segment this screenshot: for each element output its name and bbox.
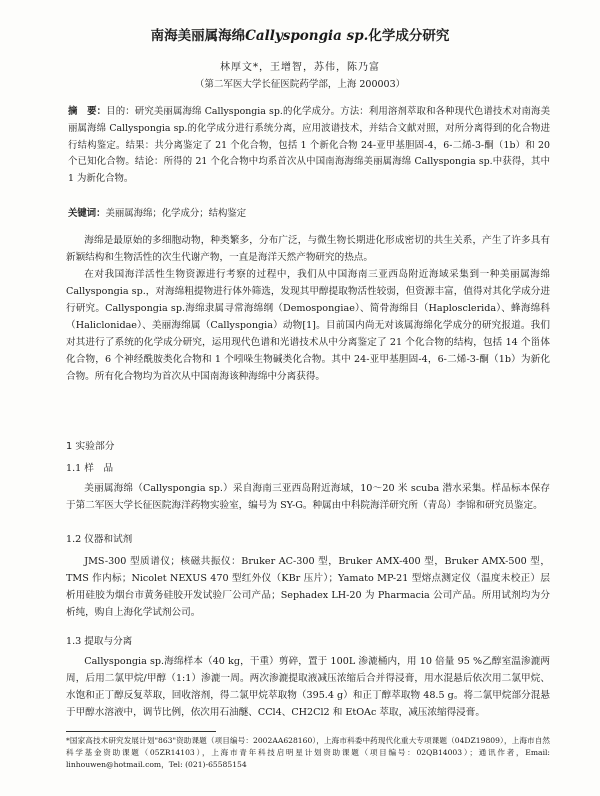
intro-paragraph: 海绵是最原始的多细胞动物，种类繁多，分布广泛，与微生物长期进化形成密切的共生关系，产生了许多具有新颖结构和生物活性的次生代谢产物，一直是海洋天然产物研究的热点。 <box>66 235 550 263</box>
sample-paragraph <box>66 480 550 514</box>
instruments-text: JMS-300 型质谱仪；核磁共振仪：Bruker AC-300 型，Bruker AMX-400 型，Bruker AMX-500 型，TMS 作内标；Nicolet NEXUS 470 型红外仪（KBr 压片）；Yamato MP-21 型熔点测定仪（温度未校正）层析用硅胶为烟台市黄务硅胶开发试验厂公司产品；Sephadex LH-20 为 Pharmacia 公司产品。所用试剂均为分析纯，购自上海化学试剂公司。 <box>66 556 550 618</box>
keywords-text: 美丽属海绵；化学成分；结构鉴定 <box>105 208 247 219</box>
title-latin: Callyspongia sp. <box>245 28 369 44</box>
intro-paragraph: 在对我国海洋活性生物资源进行考察的过程中，我们从中国海南三亚西岛附近海域采集到一种美丽属海绵 Callyspongia sp.，对海绵粗提物进行体外筛选，发现其甲醇提取物活性较弱，但资源丰富，值得对其化学成分进行研究。Callyspongia sp.海绵隶属寻常海绵纲（Demospongiae）、简骨海绵目（Haplosclerida）、蜂海绵科（Haliclonidae）、美丽海绵属（Callyspongia）动物[1]。目前国内尚无对该属海绵化学成分的研究报道。我们对其进行了系统的化学成分研究，运用现代色谱和光谱技术从中分离鉴定了 21 个化合物的结构，包括 14 个甾体化合物，6 个神经酰胺类化合物和 1 个吲哚生物碱类化合物。其中 24-亚甲基胆固-4，6-二烯-3-酮（1b）为新化合物。所有化合物均为首次从中国南海该种海绵中分离获得。 <box>66 269 550 382</box>
abstract-label: 摘 要： <box>68 106 107 117</box>
authors: 林厚文*，王增智，苏伟，陈乃富 <box>220 62 380 73</box>
keywords <box>68 205 550 219</box>
extraction-text: Callyspongia sp.海绵样本（40 kg，干重）剪碎，置于 100L 渗漉桶内，用 10 倍量 95 %乙醇室温渗漉两周，后用二氯甲烷/甲醇（1:1）渗漉一周。两次渗漉提取液减压浓缩后合并得浸膏，用水混悬后依次用二氯甲烷、水饱和正丁醇反复萃取，回收溶剂，得二氯甲烷萃取物（395.4 g）和正丁醇萃取物 48.5 g。将二氯甲烷部分混悬于甲醇水溶液中，调节比例，依次用石油醚、CCl4、CH2Cl2 和 EtOAc 萃取，减压浓缩得浸膏。 <box>66 656 550 718</box>
extraction-paragraph <box>66 653 550 721</box>
keywords-label: 关键词： <box>68 208 106 219</box>
subsection-heading-extraction: 1.3 提取与分离 <box>66 636 133 647</box>
section-heading-experimental: 1 实验部分 <box>66 441 115 452</box>
paper-title <box>0 24 600 44</box>
abstract <box>68 104 550 188</box>
title-cn: 南海美丽属海绵 <box>150 28 246 44</box>
subsection-heading-instruments: 1.2 仪器和试剂 <box>66 534 133 545</box>
footnote-divider <box>66 731 216 732</box>
footnote: *国家高技术研究发展计划"863"资助课题（项目编号：2002AA628160），上海市科委中药现代化重大专项课题（04DZ19809），上海市自然科学基金资助课题（05ZR14103），上海市青年科技启明星计划资助课题（项目编号：02QB14003）；通讯作者，Email: linhouwen@hotmail.com，Tel: (021)-65585154 <box>66 736 550 769</box>
abstract-text: 目的：研究美丽属海绵 Callyspongia sp.的化学成分。方法：利用溶剂萃取和各种现代色谱技术对南海美丽属海绵 Callyspongia sp.的化学成分进行系统分离，应用波谱技术，并结合文献对照，对所分离得到的化合物进行结构鉴定。结果：共分离鉴定了 21 个化合物，包括 1 个新化合物 24-亚甲基胆固-4，6-二烯-3-酮（1b）和 20 个已知化合物。结论：所得的 21 个化合物中均系首次从中国南海海绵美丽属海绵 Callyspongia sp.中获得，其中 1 为新化合物。 <box>68 106 550 185</box>
introduction <box>66 232 550 385</box>
instruments-paragraph <box>66 553 550 621</box>
title-cn-tail: 化学成分研究 <box>368 28 450 44</box>
subsection-heading-sample: 1.1 样 品 <box>66 463 114 474</box>
sample-text: 美丽属海绵（Callyspongia sp.）采自海南三亚西岛附近海域，10～20 米 scuba 潜水采集。样品标本保存于第二军医大学长征医院海洋药物实验室，编号为 SY-G。种属由中科院海洋研究所（青岛）李锦和研究员鉴定。 <box>66 483 550 511</box>
affiliation: （第二军医大学长征医院药学部，上海 200003） <box>194 79 406 90</box>
